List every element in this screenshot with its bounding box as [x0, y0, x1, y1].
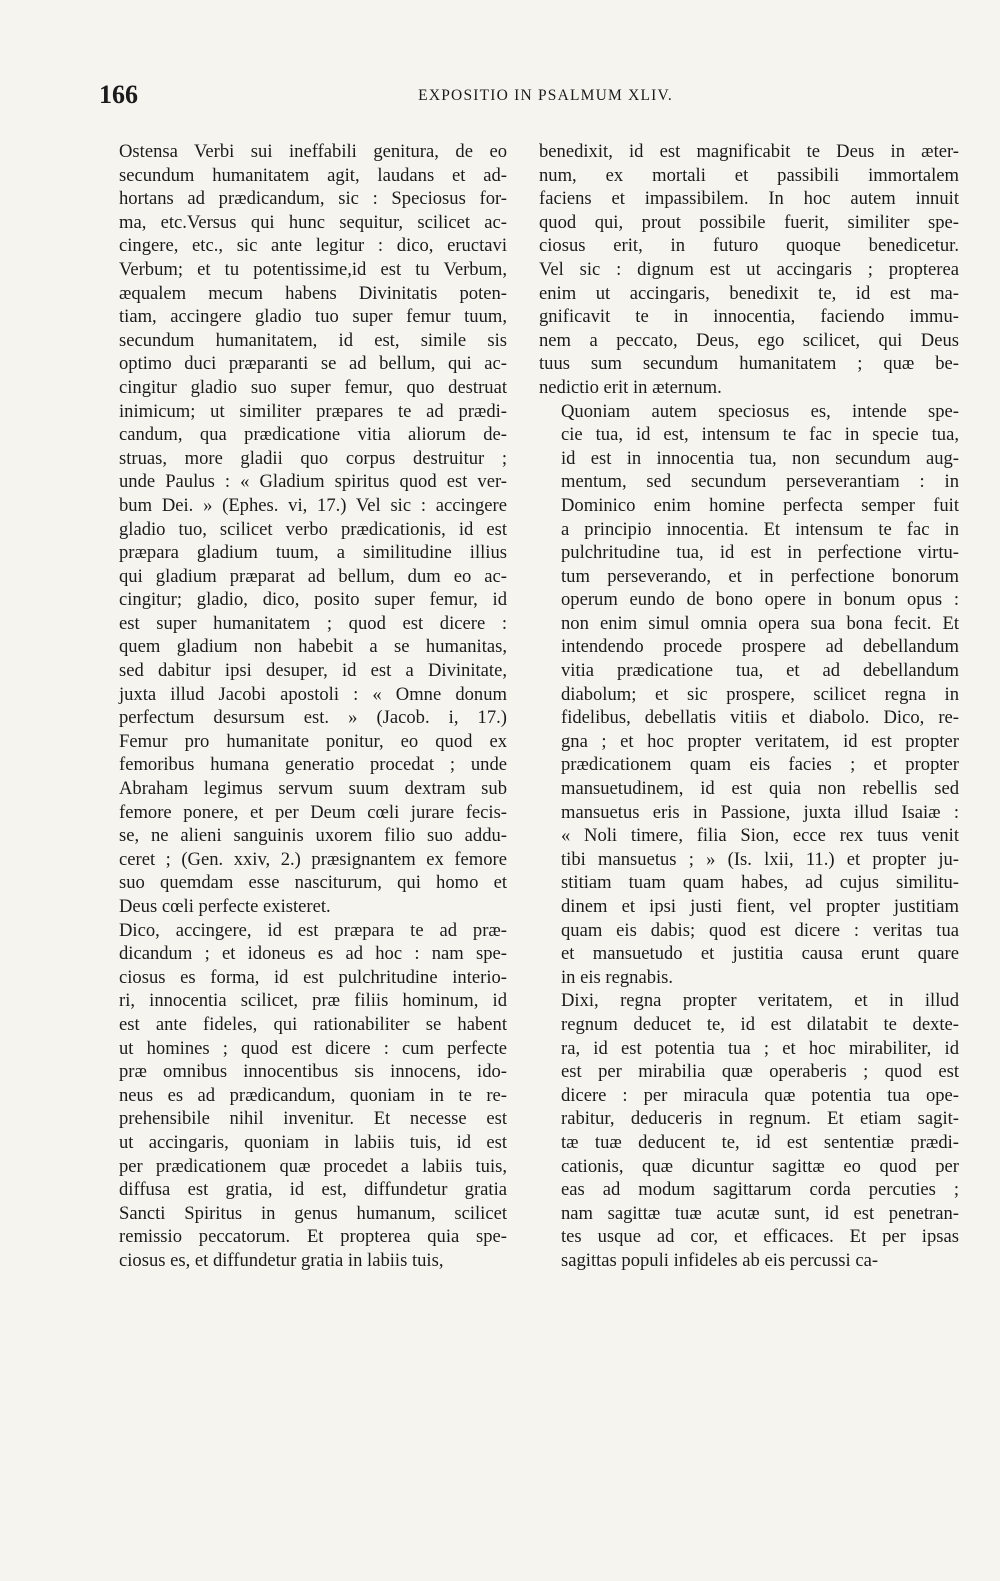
text-line: intendendo procede prospere ad debellandum — [561, 636, 959, 658]
text-line: gna ; et hoc propter veritatem, id est propter — [561, 730, 959, 752]
text-line: cie tua, id est, intensum te fac in specie tua, — [561, 424, 959, 446]
paragraph — [539, 140, 959, 400]
text-line: ciosus es, et diffundetur gratia in labiis tuis, — [119, 1249, 444, 1271]
text-line: præ omnibus innocentibus sis innocens, ido- — [119, 1061, 507, 1083]
text-line: dinem et ipsi justi fient, vel propter justitiam — [561, 896, 959, 917]
text-line: « Noli timere, filia Sion, ecce rex tuus venit — [561, 825, 959, 847]
text-line: diabolum; et sic prospere, scilicet regna in — [561, 683, 959, 705]
text-line: perfectum desursum est. » (Jacob. i, 17.) — [119, 707, 507, 729]
paragraph — [539, 989, 959, 1272]
text-line: ceret ; (Gen. xxiv, 2.) præsignantem ex femore — [119, 848, 507, 870]
text-line: mentum, sed secundum perseverantiam : in — [561, 471, 959, 493]
text-line: qui gladium præparat ad bellum, dum eo ac- — [119, 565, 507, 587]
text-line: cingere, etc., sic ante legitur : dico, eructavi — [119, 235, 507, 257]
text-line: et mansuetudo et justitia causa erunt quare — [561, 943, 959, 965]
text-line: æqualem mecum habens Divinitatis poten- — [119, 282, 507, 304]
text-line: inimicum; ut similiter præpares te ad prædi- — [119, 400, 507, 422]
text-line: est per mirabilia quæ operaberis ; quod est — [561, 1061, 959, 1083]
text-line: nam sagittæ tuæ acutæ sunt, id est penetran- — [561, 1202, 959, 1224]
text-line: ma, etc.Versus qui hunc sequitur, scilicet ac- — [119, 211, 507, 233]
text-line: benedixit, id est magnificabit te Deus in æter- — [539, 141, 959, 162]
text-line: femore ponere, et per Deum cœli jurare fecis- — [119, 801, 507, 823]
text-line: candum, qua prædicatione vitia aliorum de- — [119, 424, 507, 446]
text-line: optimo duci præparanti se ad bellum, qui ac- — [119, 353, 507, 375]
text-line: dicandum ; et idoneus es ad hoc : nam spe- — [119, 943, 507, 965]
text-line: gnificavit te in innocentia, faciendo immu- — [539, 306, 959, 328]
text-line: hortans ad prædicandum, sic : Speciosus for- — [119, 188, 507, 210]
text-line: tum perseverando, et in perfectione bonorum — [561, 565, 959, 587]
right-column — [539, 140, 959, 1273]
text-line: ut accingaris, quoniam in labiis tuis, id est — [119, 1131, 507, 1153]
text-line: cingitur gladio suo super femur, quo destruat — [119, 376, 507, 398]
text-line: neus es ad prædicandum, quoniam in te re- — [119, 1084, 507, 1106]
text-line: quod qui, prout possibile fuerit, similiter spe- — [539, 211, 959, 233]
text-line: Dixi, regna propter veritatem, et in illud — [561, 990, 959, 1012]
text-line: sed dabitur ipsi desuper, id est a Divinitate, — [119, 660, 507, 682]
text-line: struas, more gladii quo corpus destruitur ; — [119, 447, 507, 469]
text-line: mansuetudinem, id est quia non rebellis sed — [561, 778, 959, 800]
text-line: juxta illud Jacobi apostoli : « Omne donum — [119, 683, 507, 705]
text-line: mansuetus eris in Passione, juxta illud Isaiæ : — [561, 801, 959, 823]
running-head: EXPOSITIO IN PSALMUM XLIV. — [418, 87, 673, 104]
text-line: faciens et impassibilem. In hoc autem innuit — [539, 188, 959, 210]
text-line: Quoniam autem speciosus es, intende spe- — [561, 400, 959, 422]
text-line: secundum humanitatem agit, laudans et ad- — [119, 164, 507, 186]
text-line: rabitur, deduceris in regnum. Et etiam sagit- — [561, 1108, 959, 1130]
text-line: secundum humanitatem, id est, simile sis — [119, 329, 507, 351]
text-line: Femur pro humanitate ponitur, eo quod ex — [119, 730, 507, 752]
text-line: ut homines ; quod est dicere : cum perfecte — [119, 1037, 507, 1059]
text-line: quam eis dabis; quod est dicere : veritas tua — [561, 919, 959, 941]
paragraph — [97, 919, 507, 1273]
text-line: tes usque ad cor, et efficaces. Et per ipsas — [561, 1226, 959, 1248]
text-line: ciosus erit, in futuro quoque benedicetur. — [539, 235, 959, 257]
text-line: femoribus humana generatio procedat ; unde — [119, 754, 507, 776]
page-number: 166 — [99, 80, 138, 109]
text-line: tiam, accingere gladio tuo super femur tuum, — [119, 306, 507, 328]
text-line: ri, innocentia scilicet, præ filiis hominum, id — [119, 990, 507, 1012]
text-line: est ante fideles, qui rationabiliter se habent — [119, 1013, 507, 1035]
text-line: Ostensa Verbi sui ineffabili genitura, de eo — [119, 141, 507, 162]
text-line: cingitur; gladio, dico, posito super femur, id — [119, 589, 507, 611]
text-line: se, ne alieni sanguinis uxorem filio suo addu- — [119, 825, 507, 847]
page-header — [99, 80, 673, 110]
text-line: operum eundo de bono opere in bonum opus : — [561, 589, 959, 611]
text-line: nedictio erit in æternum. — [539, 376, 722, 398]
text-line: Dico, accingere, id est præpara te ad præ- — [119, 919, 507, 941]
text-line: in eis regnabis. — [561, 966, 674, 988]
text-line: non enim simul omnia opera sua bona fecit. Et — [561, 612, 959, 634]
text-line: Verbum; et tu potentissime,id est tu Verbum, — [119, 258, 507, 280]
paragraph — [539, 400, 959, 990]
text-line: bum Dei. » (Ephes. vi, 17.) Vel sic : accingere — [119, 494, 507, 516]
text-line: pulchritudine tua, id est in perfectione virtu- — [561, 542, 959, 564]
text-line: Dominico enim homine perfecta semper fuit — [561, 494, 959, 516]
text-line: stitiam tuam quam habes, ad cujus similitu- — [561, 872, 959, 894]
text-line: dicere : per miracula quæ potentia tua ope- — [561, 1084, 959, 1106]
text-line: gladio tuo, scilicet verbo prædicationis, id est — [119, 518, 507, 540]
text-line: enim ut accingaris, benedixit te, id est ma- — [539, 282, 959, 304]
paragraph — [97, 140, 507, 919]
text-line: a principio innocentia. Et intensum te fac in — [561, 518, 959, 540]
text-line: tibi mansuetus ; » (Is. lxii, 11.) et propter ju- — [561, 848, 959, 870]
text-line: Abraham legimus servum suum dextram sub — [119, 778, 507, 800]
text-line: unde Paulus : « Gladium spiritus quod est ver- — [119, 471, 507, 493]
text-line: suo quemdam esse nasciturum, qui homo et — [119, 872, 507, 894]
text-line: cationis, quæ dicuntur sagittæ eo quod per — [561, 1155, 959, 1177]
text-line: Sancti Spiritus in genus humanum, scilicet — [119, 1202, 507, 1224]
text-line: ciosus es forma, id est pulchritudine interio- — [119, 966, 507, 988]
text-line: ra, id est potentia tua ; et hoc mirabiliter, id — [561, 1037, 959, 1059]
text-line: vitia prædicatione tua, et ad debellandum — [561, 660, 959, 682]
text-line: remissio peccatorum. Et propterea quia spe- — [119, 1226, 507, 1248]
text-line: Deus cœli perfecte existeret. — [119, 896, 331, 917]
text-line: regnum deducet te, id est dilatabit te dexte- — [561, 1013, 959, 1035]
text-line: nem a peccato, Deus, ego scilicet, qui Deus — [539, 329, 959, 351]
left-column — [97, 140, 507, 1273]
text-line: per prædicationem quæ procedet a labiis tuis, — [119, 1155, 507, 1177]
text-line: fidelibus, debellatis vitiis et diabolo. Dico, re- — [561, 707, 959, 729]
text-line: prehensibile nihil invenitur. Et necesse est — [119, 1108, 507, 1130]
text-line: sagittas populi infideles ab eis percussi ca- — [561, 1249, 879, 1271]
text-line: diffusa est gratia, id est, diffundetur gratia — [119, 1179, 507, 1201]
text-line: id est in innocentia tua, non secundum aug- — [561, 447, 959, 469]
text-line: quem gladium non habebit a se humanitas, — [119, 636, 507, 658]
text-line: tæ tuæ deducent te, id est sententiæ prædi- — [561, 1131, 959, 1153]
text-line: Vel sic : dignum est ut accingaris ; propterea — [539, 258, 959, 280]
text-line: prædicationem quam eis facies ; et propter — [561, 754, 959, 776]
text-line: eas ad modum sagittarum corda percuties ; — [561, 1179, 959, 1201]
text-line: num, ex mortali et passibili immortalem — [539, 164, 959, 186]
text-line: tuus sum secundum humanitatem ; quæ be- — [539, 353, 959, 375]
text-line: est super humanitatem ; quod est dicere : — [119, 612, 507, 634]
text-line: præpara gladium tuum, a similitudine illius — [119, 542, 507, 564]
